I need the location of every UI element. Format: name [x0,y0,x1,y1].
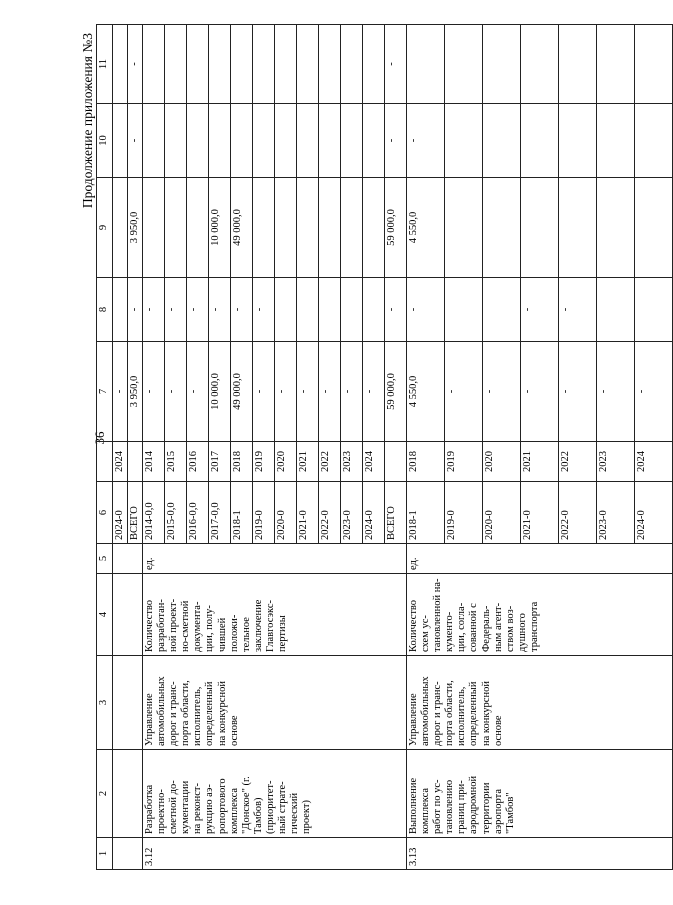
item-number: 3.12 [143,838,407,870]
year-cell: 2020 [275,442,297,482]
year-cell: 2019 [253,442,275,482]
value-col-10 [483,104,521,178]
column-number-row [97,25,113,870]
column-number: 6 [97,482,113,544]
value-col-10 [231,104,253,178]
period-cell: 2020-0 [483,482,521,544]
empty-cell [113,574,143,656]
value-col-11 [559,25,597,104]
year-cell: 2024 [635,442,673,482]
value-col-10 [521,104,559,178]
period-cell: 2024-0 [635,482,673,544]
rotated-page [80,25,648,870]
year-cell: 2021 [297,442,319,482]
value-col-9 [253,178,275,278]
empty-cell [113,750,143,838]
value-col-9: 10 000,0 [209,178,231,278]
value-col-9: 49 000,0 [231,178,253,278]
year-cell: 2014 [143,442,165,482]
value-col-11 [253,25,275,104]
value-col-8: - [521,278,559,342]
value-col-10 [635,104,673,178]
column-number: 7 [97,342,113,442]
value-col-8 [113,278,128,342]
year-cell: 2022 [559,442,597,482]
value-col-11 [297,25,319,104]
year-cell: 2023 [341,442,363,482]
value-col-10 [363,104,385,178]
value-col-10 [597,104,635,178]
value-col-11 [187,25,209,104]
column-number: 4 [97,574,113,656]
value-col-11: - [385,25,407,104]
item-name: Разработка проектно- сметной до- кументации на реконст- рукцию аэ- ропортового комплекса "Донское" (г. Тамбов) (приоритет- ный страте- гический проект) [143,750,407,838]
period-cell: 2018-1 [231,482,253,544]
value-col-11 [143,25,165,104]
value-col-10 [253,104,275,178]
period-cell: 2019-0 [253,482,275,544]
value-col-11 [363,25,385,104]
item-number: 3.13 [407,838,673,870]
value-col-9 [521,178,559,278]
year-cell: 2019 [445,442,483,482]
value-col-9 [165,178,187,278]
item-executor: Управление автомобильных дорог и транс- порта области, исполнитель, определенный на конкурсной основе [407,656,673,750]
value-col-8 [445,278,483,342]
value-col-11 [231,25,253,104]
value-col-7: - [319,342,341,442]
table-row [143,25,165,870]
year-cell: 2015 [165,442,187,482]
value-col-7: - [445,342,483,442]
value-col-9 [445,178,483,278]
value-col-9 [635,178,673,278]
value-col-7: - [253,342,275,442]
value-col-8 [597,278,635,342]
period-cell: 2024-0 [113,482,128,544]
value-col-11 [635,25,673,104]
empty-cell [113,656,143,750]
empty-cell [113,838,143,870]
period-cell: 2023-0 [341,482,363,544]
column-number: 10 [97,104,113,178]
value-col-8: - [143,278,165,342]
value-col-10 [341,104,363,178]
value-col-11 [445,25,483,104]
value-col-11 [341,25,363,104]
value-col-10 [297,104,319,178]
value-col-7: 59 000,0 [385,342,407,442]
column-number: 2 [97,750,113,838]
column-number: 8 [97,278,113,342]
value-col-8 [341,278,363,342]
item-indicator: Количество разработан- ной проект- но-сметной документа- ции, полу- чившей положи- тельное заключение Главгосэкс- пертизы [143,574,407,656]
value-col-8 [319,278,341,342]
value-col-11 [521,25,559,104]
value-col-7: - [363,342,385,442]
period-cell: 2024-0 [363,482,385,544]
column-number: 1 [97,838,113,870]
value-col-11: - [128,25,143,104]
value-col-8: - [559,278,597,342]
value-col-11 [113,25,128,104]
value-col-8: - [128,278,143,342]
value-col-9 [113,178,128,278]
value-col-10 [319,104,341,178]
year-cell [385,442,407,482]
value-col-8 [297,278,319,342]
value-col-9 [341,178,363,278]
value-col-8: - [385,278,407,342]
value-col-11 [483,25,521,104]
year-cell: 2022 [319,442,341,482]
year-cell: 2023 [597,442,635,482]
value-col-11 [209,25,231,104]
value-col-8 [483,278,521,342]
value-col-10 [143,104,165,178]
value-col-7: 4 550,0 [407,342,445,442]
value-col-7: - [143,342,165,442]
year-cell: 2016 [187,442,209,482]
item-unit: ед. [143,544,407,574]
period-cell: 2022-0 [559,482,597,544]
value-col-8: - [165,278,187,342]
year-cell: 2021 [521,442,559,482]
value-col-10 [559,104,597,178]
value-col-9 [559,178,597,278]
value-col-7: - [165,342,187,442]
value-col-10: - [385,104,407,178]
value-col-7: 3 950,0 [128,342,143,442]
value-col-9 [297,178,319,278]
period-cell: 2020-0 [275,482,297,544]
page-number: 36 [92,431,107,445]
period-cell: 2016-0,0 [187,482,209,544]
period-cell: ВСЕГО [128,482,143,544]
item-executor: Управление автомобильных дорог и транс- порта области, исполнитель, определенный на конкурсной основе [143,656,407,750]
table-row [407,25,445,870]
value-col-11 [319,25,341,104]
empty-cell [113,544,143,574]
value-col-11 [165,25,187,104]
table-row [113,25,128,870]
year-cell: 2017 [209,442,231,482]
value-col-11 [275,25,297,104]
value-col-9: 4 550,0 [407,178,445,278]
value-col-7: 49 000,0 [231,342,253,442]
value-col-9 [363,178,385,278]
value-col-7: - [597,342,635,442]
appendix-title: Продолжение приложения №3 [80,33,95,209]
value-col-8: - [187,278,209,342]
value-col-10 [275,104,297,178]
item-name: Выполнение комплекса работ по ус- тановлению границ при- аэродромной территории аэропорта "Тамбов" [407,750,673,838]
value-col-11 [407,25,445,104]
period-cell: ВСЕГО [385,482,407,544]
value-col-7: - [635,342,673,442]
value-col-8: - [407,278,445,342]
period-cell: 2021-0 [297,482,319,544]
year-cell: 2018 [407,442,445,482]
value-col-8 [635,278,673,342]
item-unit: ед. [407,544,673,574]
value-col-7: - [483,342,521,442]
value-col-9 [143,178,165,278]
period-cell: 2015-0,0 [165,482,187,544]
value-col-10: - [128,104,143,178]
value-col-9: 59 000,0 [385,178,407,278]
value-col-10 [187,104,209,178]
year-cell: 2024 [113,442,128,482]
value-col-9 [187,178,209,278]
column-number [97,442,113,482]
value-col-11 [597,25,635,104]
year-cell: 2024 [363,442,385,482]
value-col-8: - [209,278,231,342]
period-cell: 2022-0 [319,482,341,544]
value-col-7: 10 000,0 [209,342,231,442]
year-cell: 2020 [483,442,521,482]
value-col-7: - [559,342,597,442]
period-cell: 2014-0,0 [143,482,165,544]
value-col-10 [113,104,128,178]
column-number: 3 [97,656,113,750]
value-col-9 [319,178,341,278]
value-col-9: 3 950,0 [128,178,143,278]
column-number: 9 [97,178,113,278]
period-cell: 2019-0 [445,482,483,544]
period-cell: 2023-0 [597,482,635,544]
item-indicator: Количество схем ус- тановленной на- кументо- ции, согла- сованной с Федераль- ным агент- ством воз- душного транспорта [407,574,673,656]
value-col-8 [363,278,385,342]
year-cell: 2018 [231,442,253,482]
value-col-8 [275,278,297,342]
value-col-10 [165,104,187,178]
value-col-8: - [253,278,275,342]
period-cell: 2018-1 [407,482,445,544]
value-col-7: - [341,342,363,442]
value-col-7: - [275,342,297,442]
value-col-10 [209,104,231,178]
value-col-9 [597,178,635,278]
value-col-7: - [113,342,128,442]
column-number: 11 [97,25,113,104]
value-col-7: - [521,342,559,442]
program-table [96,24,673,870]
value-col-9 [483,178,521,278]
value-col-10 [445,104,483,178]
value-col-7: - [297,342,319,442]
period-cell: 2017-0,0 [209,482,231,544]
column-number: 5 [97,544,113,574]
value-col-9 [275,178,297,278]
period-cell: 2021-0 [521,482,559,544]
value-col-8: - [231,278,253,342]
year-cell [128,442,143,482]
value-col-7: - [187,342,209,442]
value-col-10: - [407,104,445,178]
